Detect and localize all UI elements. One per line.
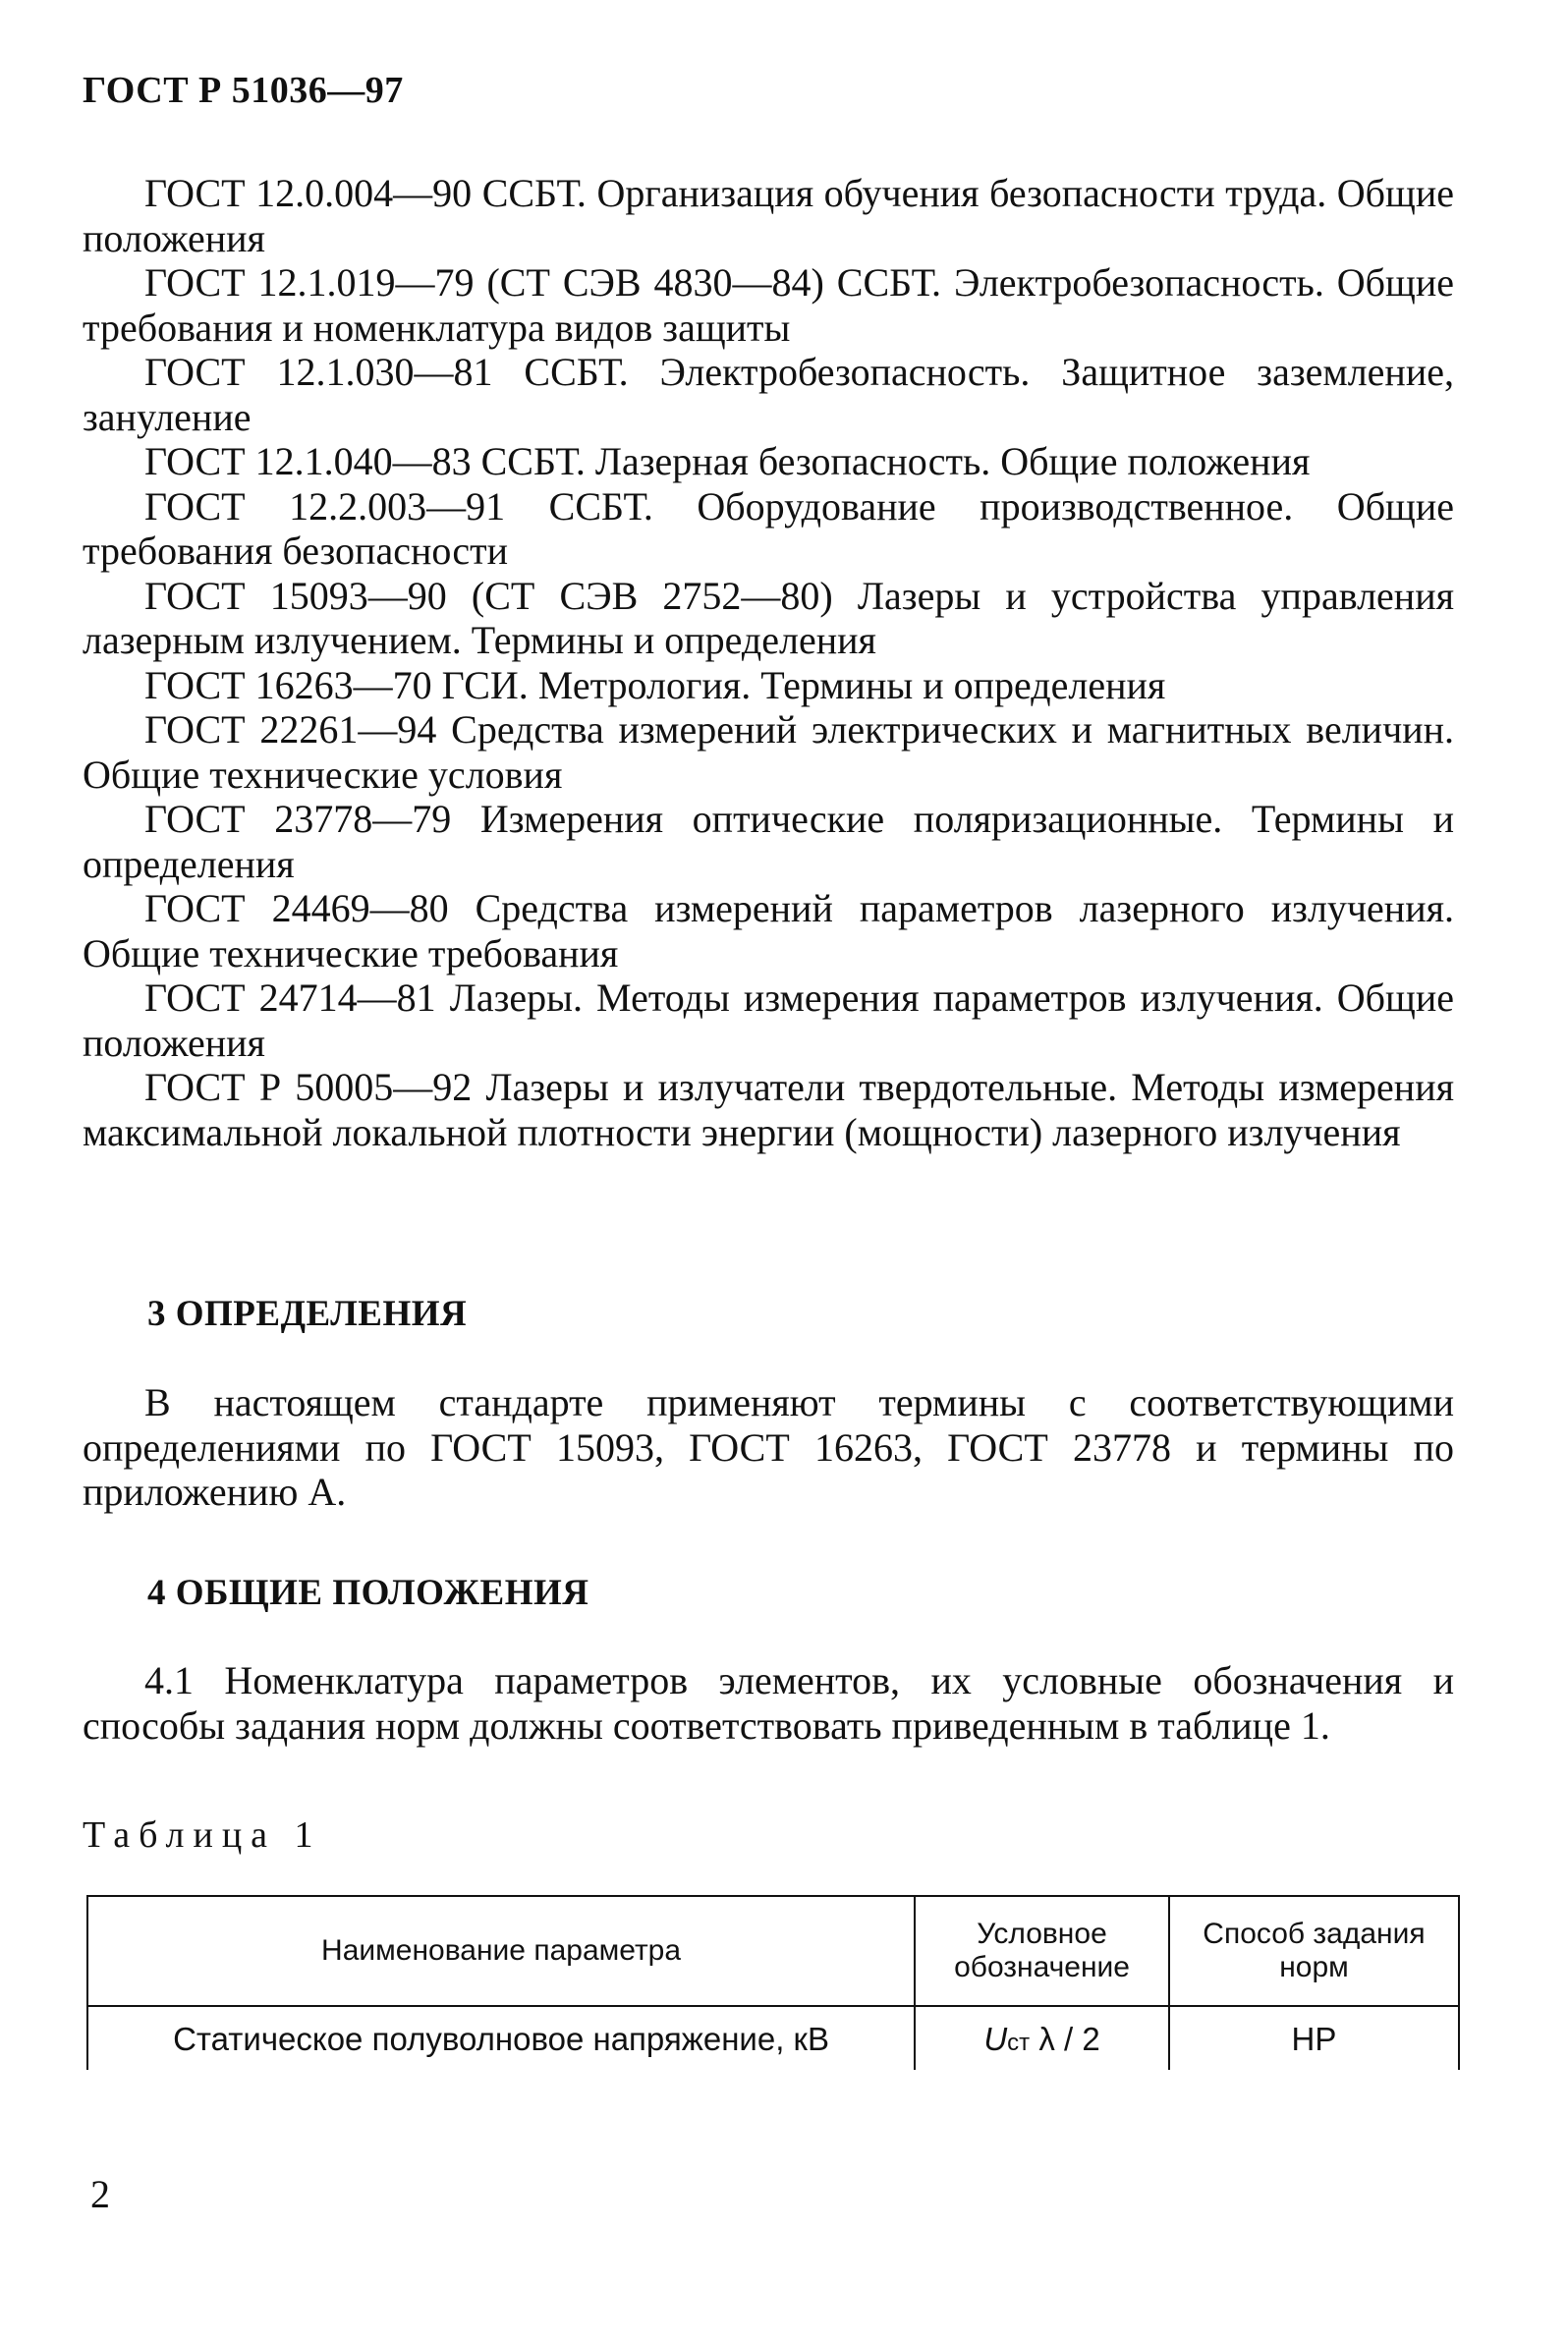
table-header-row xyxy=(87,1896,1459,2006)
document-code-header: ГОСТ Р 51036—97 xyxy=(83,70,404,111)
reference-item: ГОСТ 22261—94 Средства измерений электрических и магнитных величин. Общие технические условия xyxy=(83,707,1454,797)
reference-item: ГОСТ 12.1.040—83 ССБТ. Лазерная безопасность. Общие положения xyxy=(144,439,1311,483)
cell-parameter-name: Статическое полуволновое напряжение, кВ xyxy=(87,2006,915,2070)
symbol-rest: λ / 2 xyxy=(1030,2021,1100,2057)
table-1 xyxy=(86,1895,1460,2070)
reference-item: ГОСТ 12.1.019—79 (СТ СЭВ 4830—84) ССБТ. Электробезопасность. Общие требования и номенклатура видов защиты xyxy=(83,260,1454,350)
header-symbol: Условное обозначение xyxy=(915,1896,1169,2006)
header-norm-method: Способ задания норм xyxy=(1169,1896,1459,2006)
reference-item: ГОСТ 15093—90 (СТ СЭВ 2752—80) Лазеры и устройства управления лазерным излучением. Термины и определения xyxy=(83,573,1454,662)
page-number: 2 xyxy=(90,2172,110,2216)
reference-item: ГОСТ 16263—70 ГСИ. Метрология. Термины и определения xyxy=(144,662,1166,707)
section-3-paragraph: В настоящем стандарте применяют термины с соответствующими определениями по ГОСТ 15093, ГОСТ 16263, ГОСТ 23778 и термины по приложению А. xyxy=(83,1380,1454,1514)
symbol-subscript: ст xyxy=(1007,2030,1031,2056)
cell-norm-method: НР xyxy=(1169,2006,1459,2070)
reference-item: ГОСТ 12.0.004—90 ССБТ. Организация обучения безопасности труда. Общие положения xyxy=(83,171,1454,260)
reference-item: ГОСТ Р 50005—92 Лазеры и излучатели твердотельные. Методы измерения максимальной локальной плотности энергии (мощности) лазерного излучения xyxy=(83,1065,1454,1154)
reference-item: ГОСТ 23778—79 Измерения оптические поляризационные. Термины и определения xyxy=(83,797,1454,886)
normative-references-list xyxy=(83,171,1454,1154)
reference-item: ГОСТ 24714—81 Лазеры. Методы измерения параметров излучения. Общие положения xyxy=(83,975,1454,1065)
cell-symbol xyxy=(915,2006,1169,2070)
section-3-title: 3 ОПРЕДЕЛЕНИЯ xyxy=(147,1294,468,1334)
reference-item: ГОСТ 12.2.003—91 ССБТ. Оборудование производственное. Общие требования безопасности xyxy=(83,483,1454,573)
header-parameter-name: Наименование параметра xyxy=(87,1896,915,2006)
table-caption: Таблица 1 xyxy=(83,1814,322,1856)
parameters-table xyxy=(86,1895,1460,2070)
section-4-paragraph: 4.1 Номенклатура параметров элементов, их условные обозначения и способы задания норм должны соответствовать приведенным в таблице 1. xyxy=(83,1658,1454,1748)
table-row xyxy=(87,2006,1459,2070)
reference-item: ГОСТ 24469—80 Средства измерений параметров лазерного излучения. Общие технические требования xyxy=(83,886,1454,975)
section-4-title: 4 ОБЩИЕ ПОЛОЖЕНИЯ xyxy=(147,1573,589,1613)
reference-item: ГОСТ 12.1.030—81 ССБТ. Электробезопасность. Защитное заземление, зануление xyxy=(83,350,1454,439)
symbol-main: U xyxy=(983,2021,1008,2057)
